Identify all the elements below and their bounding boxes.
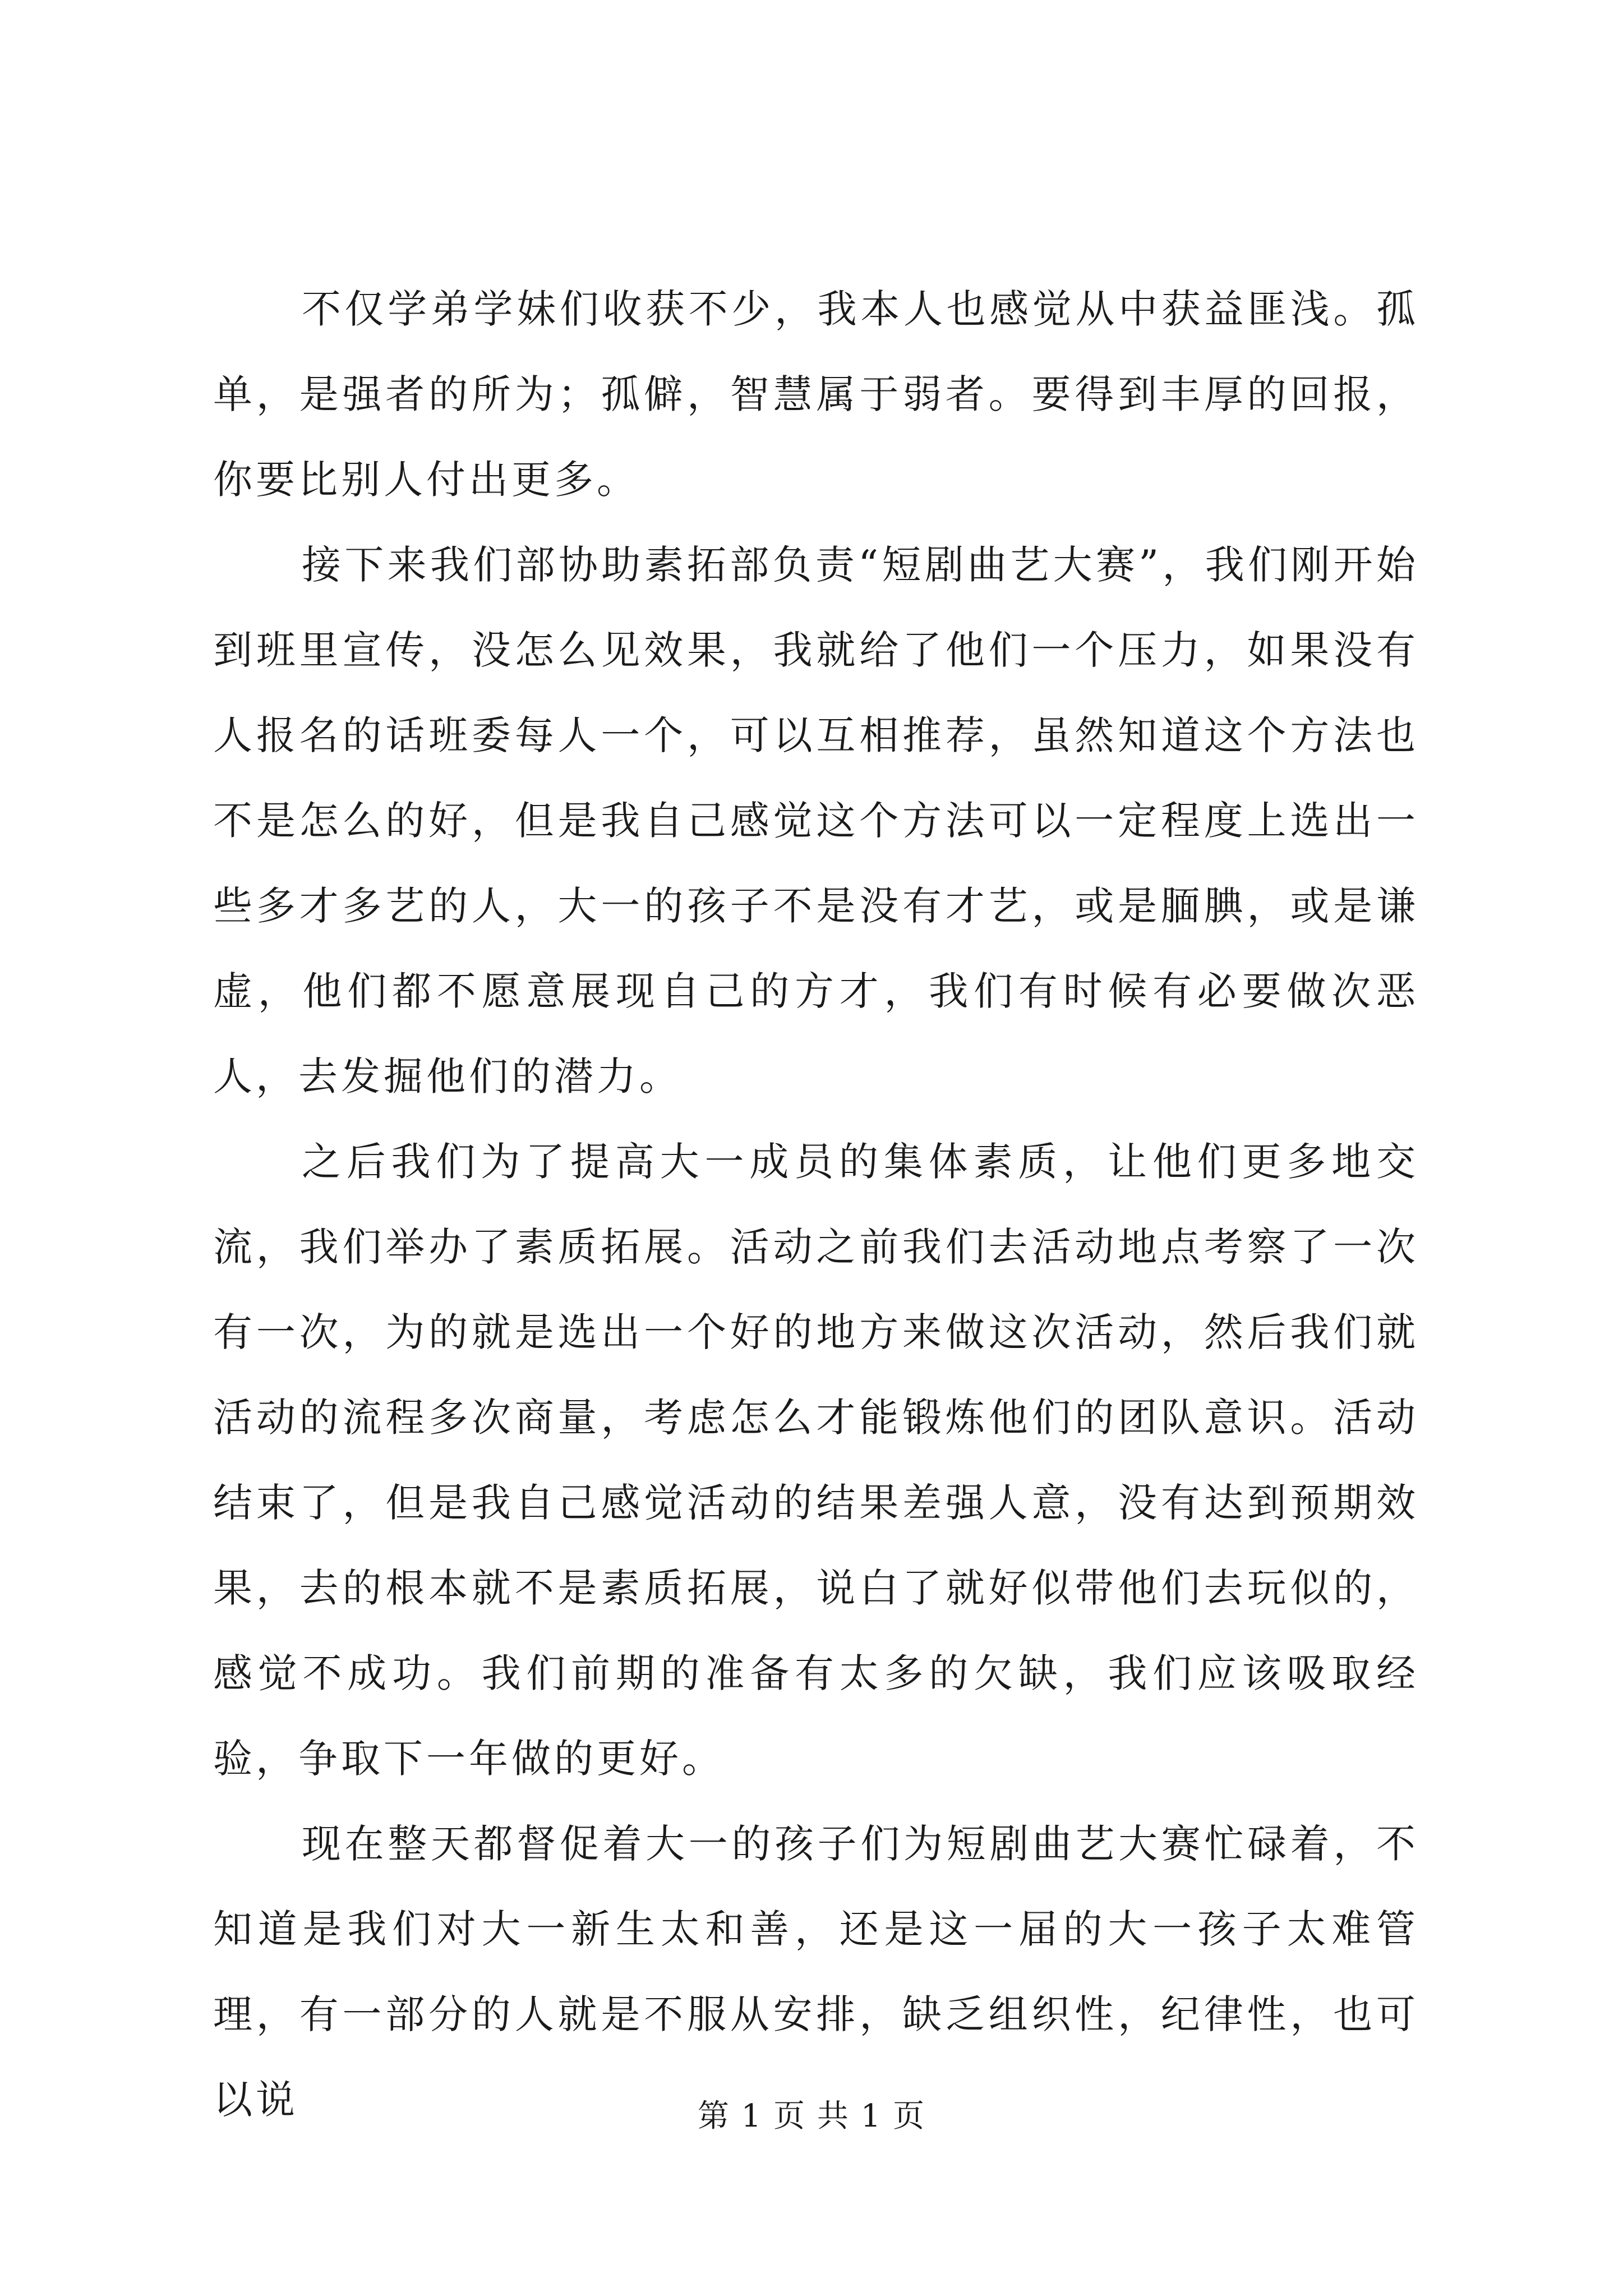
paragraph-3: 之后我们为了提高大一成员的集体素质，让他们更多地交流，我们举办了素质拓展。活动之前我们去活动地点考察了一次有一次，为的就是选出一个好的地方来做这次活动，然后我们就活动的流程多次商量，考虑怎么才能锻炼他们的团队意识。活动结束了，但是我自己感觉活动的结果差强人意，没有达到预期效果，去的根本就不是素质拓展，说白了就好似带他们去玩似的，感觉不成功。我们前期的准备有太多的欠缺，我们应该吸取经验，争取下一年做的更好。 bbox=[213, 1139, 1419, 1782]
page-number-label: 第 1 页 共 1 页 bbox=[697, 2098, 926, 2134]
paragraph-1: 不仅学弟学妹们收获不少，我本人也感觉从中获益匪浅。孤单，是强者的所为；孤僻，智慧属于弱者。要得到丰厚的回报，你要比别人付出更多。 bbox=[213, 286, 1419, 503]
document-body bbox=[213, 266, 1419, 2142]
page-footer bbox=[0, 2097, 1623, 2136]
paragraph-2: 接下来我们部协助素拓部负责“短剧曲艺大赛”，我们刚开始到班里宣传，没怎么见效果，我就给了他们一个压力，如果没有人报名的话班委每人一个，可以互相推荐，虽然知道这个方法也不是怎么的好，但是我自己感觉这个方法可以一定程度上选出一些多才多艺的人，大一的孩子不是没有才艺，或是腼腆，或是谦虚，他们都不愿意展现自己的方才，我们有时候有必要做次恶人，去发掘他们的潜力。 bbox=[213, 542, 1419, 1099]
paragraph-4: 现在整天都督促着大一的孩子们为短剧曲艺大赛忙碌着，不知道是我们对大一新生太和善，还是这一届的大一孩子太难管理，有一部分的人就是不服从安排，缺乏组织性，纪律性，也可以说 bbox=[213, 1821, 1419, 2123]
